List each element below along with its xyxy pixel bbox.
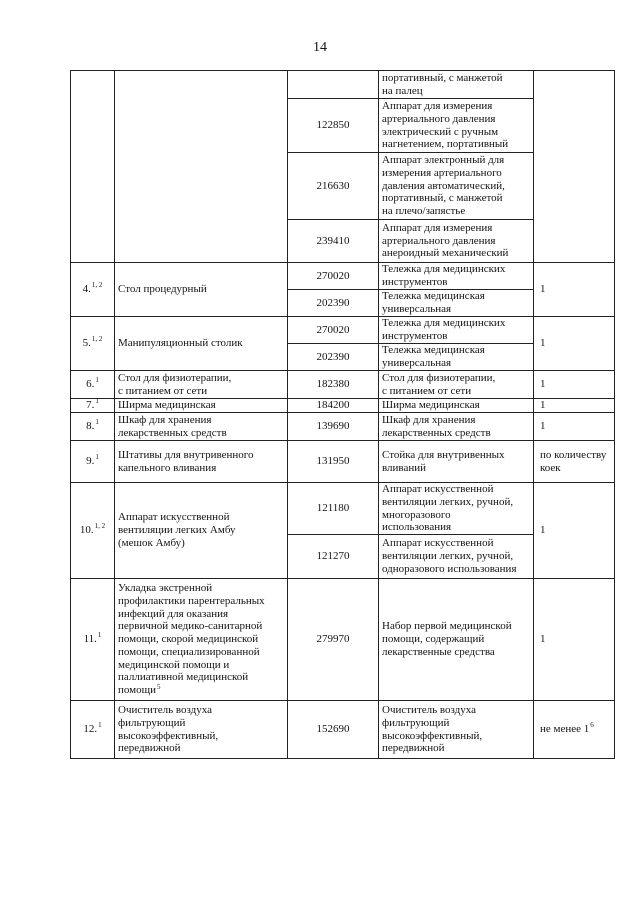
row-6-quantity: 1	[540, 378, 546, 391]
row-cont-device-3: Аппарат электронный для измерения артериального давления автоматический, портативный, с манжетой на плечо/запястье	[382, 154, 505, 218]
row-9-device: Стойка для внутривенных вливаний	[382, 448, 505, 474]
row-9-code: 131950	[316, 455, 350, 468]
row-7-number: 7.	[86, 399, 95, 412]
row-cont-device-2: Аппарат для измерения артериального давления электрический с ручным нагнетением, портативный	[382, 99, 509, 151]
row-6-name-cell	[115, 371, 288, 399]
row-5-number: 5.	[82, 337, 91, 350]
row-11-device: Набор первой медицинской помощи, содержащий лекарственные средства	[382, 620, 512, 658]
row-6-quantity-cell	[534, 371, 615, 399]
row-11-quantity-cell	[534, 579, 615, 701]
row-8-device: Шкаф для хранения лекарственных средств	[382, 413, 491, 439]
row-10-footnote-ref: 1, 2	[94, 522, 106, 531]
row-4-quantity-cell	[534, 263, 615, 317]
row-8-device-cell	[379, 413, 534, 441]
row-6-name: Стол для физиотерапии, с питанием от сети	[118, 371, 232, 397]
row-7-name-cell	[115, 399, 288, 413]
row-10-quantity-cell	[534, 483, 615, 579]
row-7-device: Ширма медицинская	[382, 399, 480, 412]
row-cont-device-cell-4	[379, 220, 534, 263]
row-6-device: Стол для физиотерапии, с питанием от сети	[382, 371, 496, 397]
row-4-number: 4.	[82, 283, 91, 296]
page-number: 14	[313, 40, 327, 55]
row-cont-device-cell-2	[379, 99, 534, 153]
row-7-number-cell	[71, 399, 115, 413]
row-cont-code-cell-3	[288, 153, 379, 220]
row-5-footnote-ref: 1, 2	[91, 335, 103, 344]
row-6-number-cell	[71, 371, 115, 399]
row-12-device-cell	[379, 701, 534, 759]
row-cont-code-cell-1	[288, 71, 379, 99]
row-11-name: Укладка экстренной профилактики парентеральных инфекций для оказания первичной медико-санитарной помощи, скорой медицинской помощи, специализированной медицинской помощи и паллиативной медицинской помощи	[118, 581, 265, 697]
row-cont-device-1: портативный, с манжетой на палец	[382, 71, 503, 97]
row-12-name-cell	[115, 701, 288, 759]
row-10-code-cell-2	[288, 535, 379, 579]
row-4-quantity: 1	[540, 283, 546, 296]
row-8-quantity-cell	[534, 413, 615, 441]
row-11-code: 279970	[316, 633, 350, 646]
row-cont-device-cell-3	[379, 153, 534, 220]
row-8-number: 8.	[86, 420, 95, 433]
row-4-code-2: 202390	[316, 296, 350, 309]
row-8-code-cell	[288, 413, 379, 441]
row-9-number-cell	[71, 441, 115, 483]
row-5-device-cell-2	[379, 344, 534, 371]
row-cont-code-4: 239410	[316, 234, 350, 247]
row-9-device-cell	[379, 441, 534, 483]
row-8-name-cell	[115, 413, 288, 441]
row-6-code-cell	[288, 371, 379, 399]
row-6-footnote-ref: 1	[95, 376, 99, 385]
row-4-device-2: Тележка медицинская универсальная	[382, 290, 485, 315]
row-8-code: 139690	[316, 420, 350, 433]
row-5-name-cell	[115, 317, 288, 371]
row-11-code-cell	[288, 579, 379, 701]
row-12-quantity-cell	[534, 701, 615, 759]
row-12-number-cell	[71, 701, 115, 759]
row-cont-device-4: Аппарат для измерения артериального давления анероидный механический	[382, 221, 509, 260]
row-10-number: 10.	[79, 524, 94, 537]
row-12-device: Очиститель воздуха фильтрующий высокоэффективный, передвижной	[382, 703, 483, 755]
row-cont-code-cell-4	[288, 220, 379, 263]
row-4-name: Стол процедурный	[118, 283, 207, 296]
row-12-quantity: не менее 1	[540, 723, 590, 736]
row-cont-number-cell	[71, 71, 115, 263]
row-7-code: 184200	[316, 399, 350, 412]
row-cont-code-cell-2	[288, 99, 379, 153]
row-10-number-cell	[71, 483, 115, 579]
row-12-code: 152690	[316, 723, 350, 736]
row-7-quantity-cell	[534, 399, 615, 413]
row-10-device-cell-2	[379, 535, 534, 579]
row-9-code-cell	[288, 441, 379, 483]
row-5-device-1: Тележка для медицинских инструментов	[382, 317, 506, 342]
row-4-device-1: Тележка для медицинских инструментов	[382, 263, 506, 288]
row-5-code-cell-2	[288, 344, 379, 371]
row-9-number: 9.	[86, 455, 95, 468]
row-10-device-1: Аппарат искусственной вентиляции легких, ручной, многоразового использования	[382, 482, 514, 534]
row-6-number: 6.	[86, 378, 95, 391]
row-5-quantity: 1	[540, 337, 546, 350]
row-10-device-2: Аппарат искусственной вентиляции легких, ручной, одноразового использования	[382, 537, 517, 575]
row-9-name-cell	[115, 441, 288, 483]
row-12-footnote-ref: 1	[98, 721, 102, 730]
row-8-quantity: 1	[540, 420, 546, 433]
row-11-name-cell	[115, 579, 288, 701]
row-cont-quantity-cell	[534, 71, 615, 263]
row-5-device-cell-1	[379, 317, 534, 344]
row-10-code-cell-1	[288, 483, 379, 535]
row-4-device-cell-1	[379, 263, 534, 290]
row-7-device-cell	[379, 399, 534, 413]
row-5-number-cell	[71, 317, 115, 371]
row-10-code-2: 121270	[316, 550, 350, 563]
row-4-code-1: 270020	[316, 269, 350, 282]
row-10-name: Аппарат искусственной вентиляции легких Амбу (мешок Амбу)	[118, 511, 236, 549]
row-10-quantity: 1	[540, 524, 546, 537]
row-7-quantity: 1	[540, 399, 546, 412]
row-11-number-cell	[71, 579, 115, 701]
row-4-code-cell-2	[288, 290, 379, 317]
row-8-name: Шкаф для хранения лекарственных средств	[118, 413, 227, 439]
row-9-quantity: по количеству коек	[540, 448, 607, 474]
row-cont-code-3: 216630	[316, 179, 350, 192]
row-11-footnote-ref: 1	[97, 631, 102, 640]
row-11-quantity: 1	[540, 633, 546, 646]
row-5-code-1: 270020	[316, 323, 350, 336]
row-12-quantity-footnote-ref: 6	[590, 721, 594, 730]
row-9-quantity-cell	[534, 441, 615, 483]
row-5-device-2: Тележка медицинская универсальная	[382, 344, 485, 369]
row-11-number: 11.	[83, 633, 97, 646]
row-11-device-cell	[379, 579, 534, 701]
row-12-name: Очиститель воздуха фильтрующий высокоэффективный, передвижной	[118, 703, 219, 755]
row-4-device-cell-2	[379, 290, 534, 317]
row-11-name-footnote-ref: 5	[157, 682, 161, 691]
row-cont-name-cell	[115, 71, 288, 263]
row-6-code: 182380	[316, 378, 350, 391]
row-4-number-cell	[71, 263, 115, 317]
equipment-table	[70, 70, 615, 759]
row-4-name-cell	[115, 263, 288, 317]
row-5-name: Манипуляционный столик	[118, 337, 243, 350]
row-5-quantity-cell	[534, 317, 615, 371]
row-5-code-2: 202390	[316, 350, 350, 363]
row-9-footnote-ref: 1	[95, 453, 99, 462]
row-6-device-cell	[379, 371, 534, 399]
row-10-code-1: 121180	[316, 502, 350, 515]
row-9-name: Штативы для внутривенного капельного вливания	[118, 448, 254, 474]
row-12-code-cell	[288, 701, 379, 759]
row-10-name-cell	[115, 483, 288, 579]
row-8-footnote-ref: 1	[95, 418, 99, 427]
row-cont-code-2: 122850	[316, 119, 350, 132]
row-cont-device-cell-1	[379, 71, 534, 99]
row-4-footnote-ref: 1, 2	[91, 281, 103, 290]
row-10-device-cell-1	[379, 483, 534, 535]
row-7-code-cell	[288, 399, 379, 413]
row-7-name: Ширма медицинская	[118, 399, 216, 412]
row-12-number: 12.	[83, 723, 98, 736]
row-7-footnote-ref: 1	[95, 397, 99, 406]
row-5-code-cell-1	[288, 317, 379, 344]
row-4-code-cell-1	[288, 263, 379, 290]
row-8-number-cell	[71, 413, 115, 441]
